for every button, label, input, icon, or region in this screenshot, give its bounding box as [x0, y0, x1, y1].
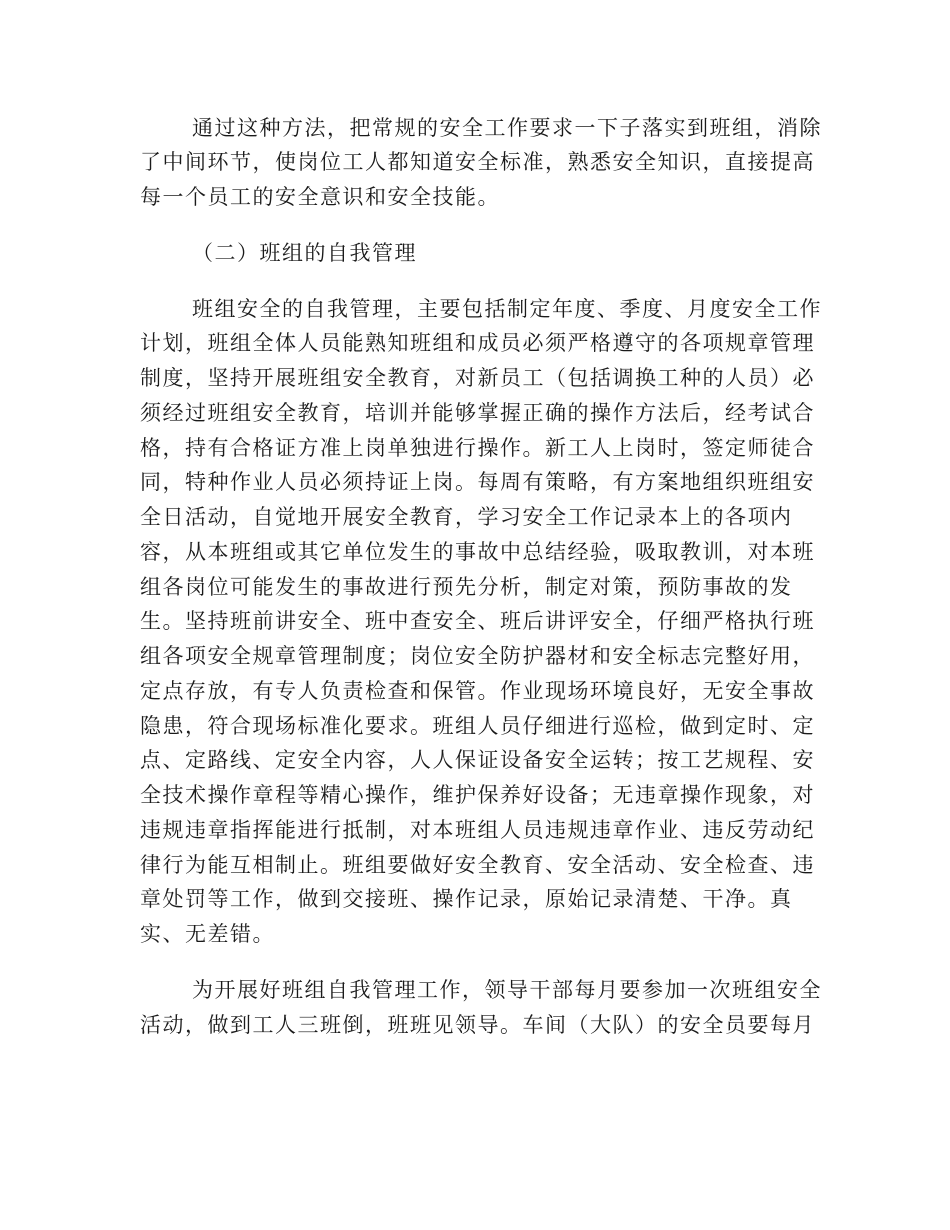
para2-line-4: 须经过班组安全教育，培训并能够掌握正确的操作方法后，经考试合: [140, 401, 815, 425]
para2-line-8: 容，从本班组或其它单位发生的事故中总结经验，吸取教训，对本班: [140, 540, 815, 564]
para2-line-12: 定点存放，有专人负责检查和保管。作业现场环境良好，无安全事故: [140, 679, 815, 703]
para2-line-16: 违规违章指挥能进行抵制，对本班组人员违规违章作业、违反劳动纪: [140, 818, 815, 842]
section-heading: （二）班组的自我管理: [192, 241, 417, 265]
para2-line-2: 计划，班组全体人员能熟知班组和成员必须严格遵守的各项规章管理: [140, 331, 815, 355]
para2-line-13: 隐患，符合现场标准化要求。班组人员仔细进行巡检，做到定时、定: [140, 714, 815, 738]
para2-line-6: 同，特种作业人员必须持证上岗。每周有策略，有方案地组织班组安: [140, 470, 815, 494]
para2-line-7: 全日活动，自觉地开展安全教育，学习安全工作记录本上的各项内: [140, 505, 793, 529]
para1-line-3: 每一个员工的安全意识和安全技能。: [140, 185, 500, 209]
para3-line-1: 为开展好班组自我管理工作，领导干部每月要参加一次班组安全: [192, 978, 822, 1002]
para2-line-9: 组各岗位可能发生的事故进行预先分析，制定对策，预防事故的发: [140, 575, 793, 599]
para2-line-19: 实、无差错。: [140, 922, 275, 946]
para2-line-11: 组各项安全规章管理制度；岗位安全防护器材和安全标志完整好用，: [140, 644, 815, 668]
para2-line-3: 制度，坚持开展班组安全教育，对新员工（包括调换工种的人员）必: [140, 366, 815, 390]
para2-line-1: 班组安全的自我管理，主要包括制定年度、季度、月度安全工作: [192, 297, 822, 321]
para3-line-2: 活动，做到工人三班倒，班班见领导。车间（大队）的安全员要每月: [140, 1013, 815, 1037]
para1-line-1: 通过这种方法，把常规的安全工作要求一下子落实到班组，消除: [192, 116, 822, 140]
para2-line-18: 章处罚等工作，做到交接班、操作记录，原始记录清楚、干净。真: [140, 887, 793, 911]
para2-line-15: 全技术操作章程等精心操作，维护保养好设备；无违章操作现象，对: [140, 783, 815, 807]
para2-line-5: 格，持有合格证方准上岗单独进行操作。新工人上岗时，签定师徒合: [140, 436, 815, 460]
para2-line-17: 律行为能互相制止。班组要做好安全教育、安全活动、安全检查、违: [140, 853, 815, 877]
para2-line-14: 点、定路线、定安全内容，人人保证设备安全运转；按工艺规程、安: [140, 748, 815, 772]
para2-line-10: 生。坚持班前讲安全、班中查安全、班后讲评安全，仔细严格执行班: [140, 609, 815, 633]
para1-line-2: 了中间环节，使岗位工人都知道安全标准，熟悉安全知识，直接提高: [140, 150, 815, 174]
